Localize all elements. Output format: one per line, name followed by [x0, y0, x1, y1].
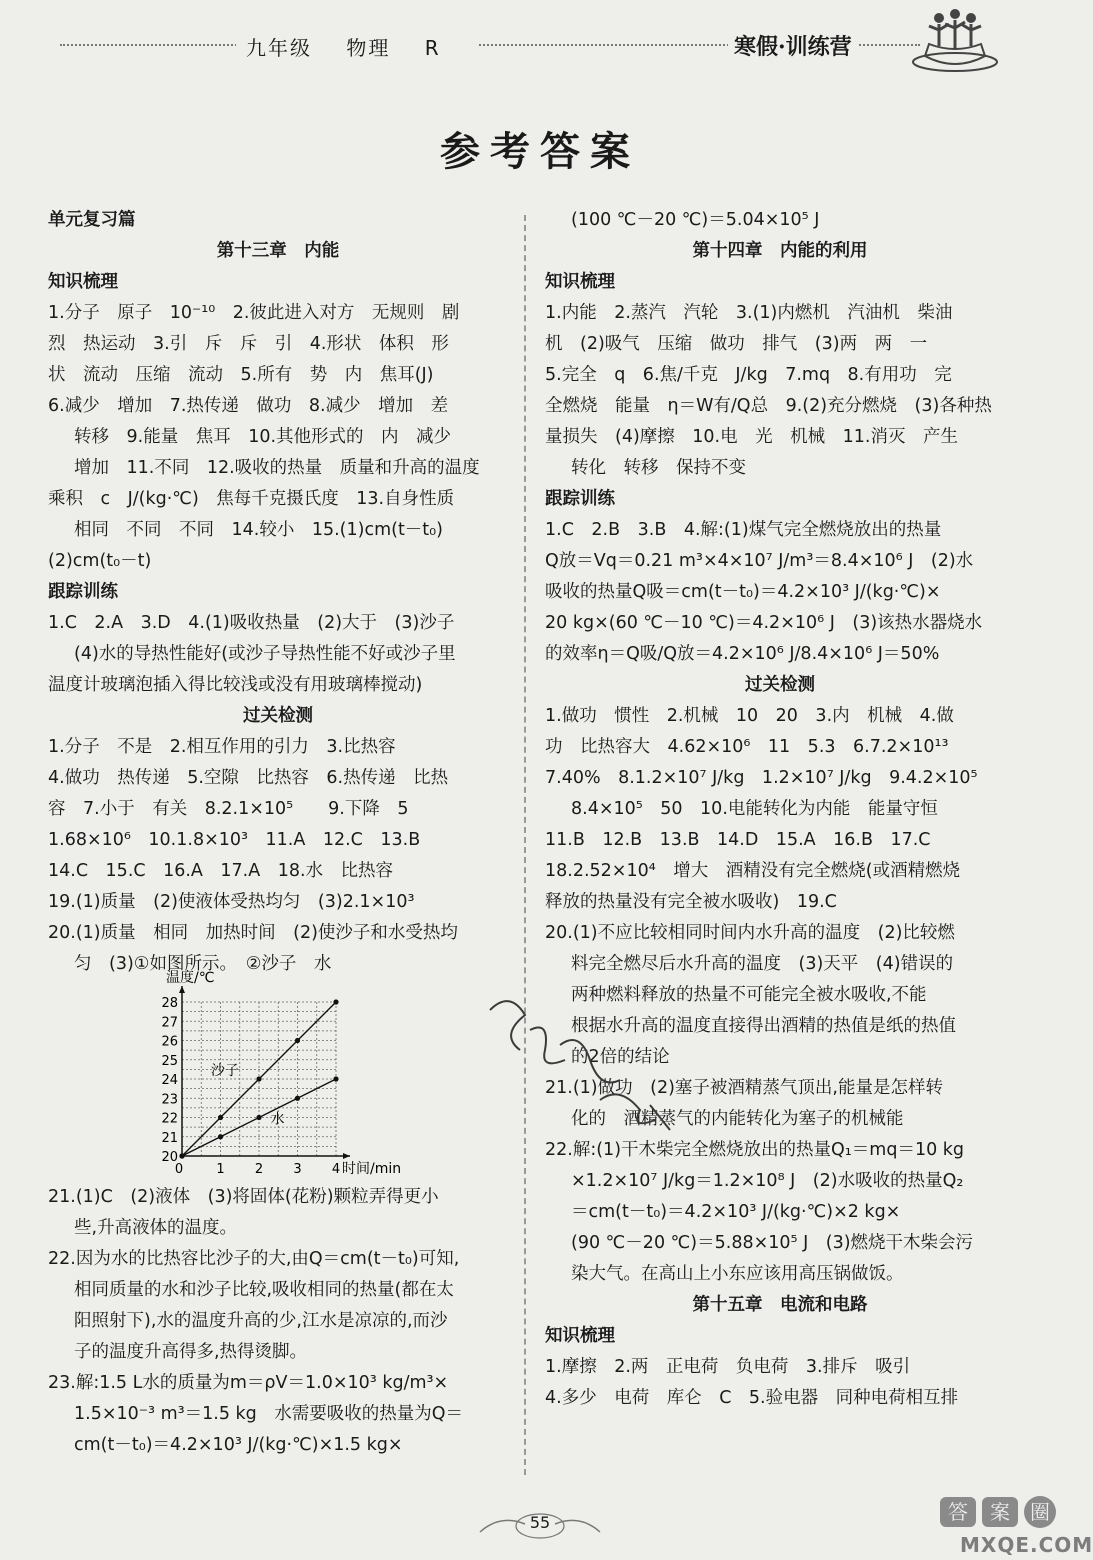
left-line: (4)水的导热性能好(或沙子导热性能不好或沙子里 — [74, 644, 456, 664]
left-line: (2)cm(t₀－t) — [48, 551, 152, 571]
left-line: 增加 11.不同 12.吸收的热量 质量和升高的温度 — [74, 458, 480, 478]
y-tick-label: 26 — [161, 1034, 178, 1050]
x-tick-label: 0 — [174, 1162, 184, 1177]
left-line: 状 流动 压缩 流动 5.所有 势 内 焦耳(J) — [48, 365, 434, 385]
right-line: 18.2.52×10⁴ 增大 酒精没有完全燃烧(或酒精燃烧 — [545, 861, 961, 881]
y-tick-label: 20 — [161, 1150, 178, 1165]
right-line: ＝cm(t－t₀)＝4.2×10³ J/(kg·℃)×2 kg× — [571, 1202, 901, 1222]
left-line: 6.减少 增加 7.热传递 做功 8.减少 增加 差 — [48, 396, 449, 416]
left-line: 19.(1)质量 (2)使液体受热均匀 (3)2.1×10³ — [48, 892, 415, 912]
y-tick-label: 28 — [161, 996, 178, 1011]
x-tick-label: 1 — [216, 1162, 225, 1177]
left-line: 1.分子 原子 10⁻¹⁰ 2.彼此进入对方 无规则 剧 — [48, 303, 460, 323]
right-line: 第十五章 电流和电路 — [692, 1295, 868, 1315]
y-tick-label: 25 — [161, 1053, 178, 1069]
right-line: 两种燃料释放的热量不可能完全被水吸收,不能 — [571, 985, 927, 1005]
right-line: 1.C 2.B 3.B 4.解:(1)煤气完全燃烧放出的热量 — [545, 520, 942, 540]
series-label-water: 水 — [270, 1111, 285, 1128]
right-line: 转化 转移 保持不变 — [571, 458, 746, 478]
right-line: 知识梳理 — [545, 272, 615, 292]
page-title: 参考答案 — [440, 128, 640, 175]
right-line: 1.内能 2.蒸汽 汽轮 3.(1)内燃机 汽油机 柴油 — [545, 303, 953, 323]
left-line: 1.5×10⁻³ m³＝1.5 kg 水需要吸收的热量为Q＝ — [74, 1404, 464, 1424]
y-tick-label: 21 — [161, 1130, 178, 1146]
data-point — [295, 1038, 300, 1043]
right-line: 知识梳理 — [545, 1326, 615, 1346]
left-line: 21.(1)C (2)液体 (3)将固体(花粉)颗粒弄得更小 — [48, 1187, 439, 1207]
left-line: 23.解:1.5 L水的质量为m＝ρV＝1.0×10³ kg/m³× — [48, 1373, 449, 1393]
left-line: 跟踪训练 — [48, 582, 118, 602]
right-line: 染大气。在高山上小东应该用高压锅做饭。 — [571, 1264, 904, 1284]
data-point — [218, 1134, 223, 1139]
header-left — [236, 32, 477, 61]
left-line: 过关检测 — [243, 706, 313, 726]
right-line: 料完全燃尽后水升高的温度 (3)天平 (4)错误的 — [571, 954, 954, 974]
left-line: 知识梳理 — [48, 272, 118, 292]
data-point — [179, 1153, 184, 1158]
left-line: 22.因为水的比热容比沙子的大,由Q＝cm(t－t₀)可知, — [48, 1249, 460, 1269]
watermark-text: MXQE.COM — [960, 1533, 1093, 1557]
right-line: 量损失 (4)摩擦 10.电 光 机械 11.消灭 产生 — [545, 427, 958, 447]
left-line: 阳照射下),水的温度升高的少,江水是凉凉的,而沙 — [74, 1311, 448, 1331]
header-edition: R — [424, 36, 441, 60]
left-line: cm(t－t₀)＝4.2×10³ J/(kg·℃)×1.5 kg× — [74, 1435, 403, 1455]
svg-text:答: 答 — [948, 1500, 968, 1524]
right-line: 8.4×10⁵ 50 10.电能转化为内能 能量守恒 — [571, 799, 938, 819]
header-grade: 九年级 — [246, 36, 312, 60]
right-line: 20 kg×(60 ℃－10 ℃)＝4.2×10⁶ J (3)该热水器烧水 — [545, 613, 983, 633]
left-line: 些,升高液体的温度。 — [74, 1218, 238, 1238]
right-line: 机 (2)吸气 压缩 做功 排气 (3)两 两 一 — [545, 334, 928, 354]
left-line: 容 7.小于 有关 8.2.1×10⁵ 9.下降 5 — [48, 799, 409, 819]
page-header — [0, 0, 1080, 80]
x-tick-label: 2 — [254, 1162, 264, 1177]
left-line: 1.分子 不是 2.相互作用的引力 3.比热容 — [48, 737, 396, 757]
trophy-logo-icon — [905, 4, 1005, 74]
left-line: 相同质量的水和沙子比较,吸收相同的热量(都在太 — [74, 1280, 454, 1300]
right-line: 4.多少 电荷 库仑 C 5.验电器 同种电荷相互排 — [545, 1388, 959, 1408]
right-line: 11.B 12.B 13.B 14.D 15.A 16.B 17.C — [545, 830, 931, 850]
left-line: 转移 9.能量 焦耳 10.其他形式的 内 减少 — [74, 427, 452, 447]
handwriting-scribble — [470, 990, 700, 1140]
right-column — [545, 205, 1015, 1414]
x-axis-label: 时间/min — [342, 1161, 402, 1177]
right-line: 第十四章 内能的利用 — [692, 241, 868, 261]
right-line: 21.(1)做功 (2)塞子被酒精蒸气顶出,能量是怎样转 — [545, 1078, 943, 1098]
y-axis-label: 温度/℃ — [166, 970, 215, 986]
y-tick-label: 23 — [161, 1092, 178, 1108]
right-line: 释放的热量没有完全被水吸收) 19.C — [545, 892, 837, 912]
right-line: ×1.2×10⁷ J/kg＝1.2×10⁸ J (2)水吸收的热量Q₂ — [571, 1171, 964, 1191]
right-line: 根据水升高的温度直接得出酒精的热值是纸的热值 — [571, 1016, 956, 1036]
left-line: 单元复习篇 — [48, 210, 136, 230]
right-line: 吸收的热量Q吸＝cm(t－t₀)＝4.2×10³ J/(kg·℃)× — [545, 582, 941, 602]
left-line: 1.68×10⁶ 10.1.8×10³ 11.A 12.C 13.B — [48, 830, 421, 850]
data-point — [218, 1115, 223, 1120]
column-divider — [524, 215, 526, 1475]
header-subject: 物理 — [346, 36, 391, 60]
x-tick-label: 3 — [293, 1162, 302, 1177]
left-line: 第十三章 内能 — [216, 241, 340, 261]
right-line: 功 比热容大 4.62×10⁶ 11 5.3 6.7.2×10¹³ — [545, 737, 949, 757]
right-line: 1.摩擦 2.两 正电荷 负电荷 3.排斥 吸引 — [545, 1357, 911, 1377]
right-line: 的2倍的结论 — [571, 1047, 670, 1067]
y-tick-label: 27 — [161, 1015, 178, 1031]
right-line: 22.解:(1)干木柴完全燃烧放出的热量Q₁＝mq＝10 kg — [545, 1140, 965, 1160]
right-line: 7.40% 8.1.2×10⁷ J/kg 1.2×10⁷ J/kg 9.4.2×10⁵ — [545, 768, 978, 788]
data-point — [295, 1096, 300, 1101]
left-line: 14.C 15.C 16.A 17.A 18.水 比热容 — [48, 861, 394, 881]
temperature-time-chart — [140, 970, 402, 1180]
x-axis-arrow — [343, 1153, 350, 1159]
data-point — [256, 1076, 261, 1081]
series-label-sand: 沙子 — [210, 1063, 239, 1080]
left-line: 匀 (3)①如图所示。 ②沙子 水 — [74, 954, 332, 974]
left-line: 乘积 c J/(kg·℃) 焦每千克摄氏度 13.自身性质 — [48, 489, 455, 509]
data-point — [333, 999, 338, 1004]
data-point — [256, 1115, 261, 1120]
left-line: 20.(1)质量 相同 加热时间 (2)使沙子和水受热均 — [48, 923, 458, 943]
right-line: (90 ℃－20 ℃)＝5.88×10⁵ J (3)燃烧干木柴会污 — [571, 1233, 974, 1253]
left-line: 温度计玻璃泡插入得比较浅或没有用玻璃棒搅动) — [48, 675, 423, 695]
right-line: 跟踪训练 — [545, 489, 615, 509]
right-line: 过关检测 — [745, 675, 815, 695]
right-line: 5.完全 q 6.焦/千克 J/kg 7.mq 8.有用功 完 — [545, 365, 952, 385]
right-line: 20.(1)不应比较相同时间内水升高的温度 (2)比较燃 — [545, 923, 955, 943]
header-series: 寒假·训练营 — [728, 30, 858, 61]
x-tick-label: 4 — [331, 1162, 341, 1177]
left-line: 子的温度升高得多,热得烫脚。 — [74, 1342, 308, 1362]
y-axis-arrow — [179, 986, 185, 993]
right-line: 1.做功 惯性 2.机械 10 20 3.内 机械 4.做 — [545, 706, 954, 726]
right-line: (100 ℃－20 ℃)＝5.04×10⁵ J — [571, 210, 820, 230]
right-line: 的效率η＝Q吸/Q放＝4.2×10⁶ J/8.4×10⁶ J＝50% — [545, 644, 940, 664]
y-tick-label: 24 — [161, 1073, 178, 1088]
page-number: 55 — [529, 1513, 551, 1532]
right-line: 化的 酒精蒸气的内能转化为塞子的机械能 — [571, 1109, 904, 1129]
svg-text:案: 案 — [990, 1500, 1010, 1524]
left-line: 1.C 2.A 3.D 4.(1)吸收热量 (2)大于 (3)沙子 — [48, 613, 455, 633]
right-line: 全燃烧 能量 η＝W有/Q总 9.(2)充分燃烧 (3)各种热 — [545, 396, 992, 416]
left-line: 相同 不同 不同 14.较小 15.(1)cm(t－t₀) — [74, 520, 444, 540]
left-column — [48, 205, 508, 1461]
left-line: 烈 热运动 3.引 斥 斥 引 4.形状 体积 形 — [48, 334, 449, 354]
svg-text:圈: 圈 — [1030, 1500, 1050, 1524]
left-line: 4.做功 热传递 5.空隙 比热容 6.热传递 比热 — [48, 768, 449, 788]
y-tick-label: 22 — [161, 1111, 178, 1127]
data-point — [333, 1076, 338, 1081]
right-line: Q放＝Vq＝0.21 m³×4×10⁷ J/m³＝8.4×10⁶ J (2)水 — [545, 551, 974, 571]
